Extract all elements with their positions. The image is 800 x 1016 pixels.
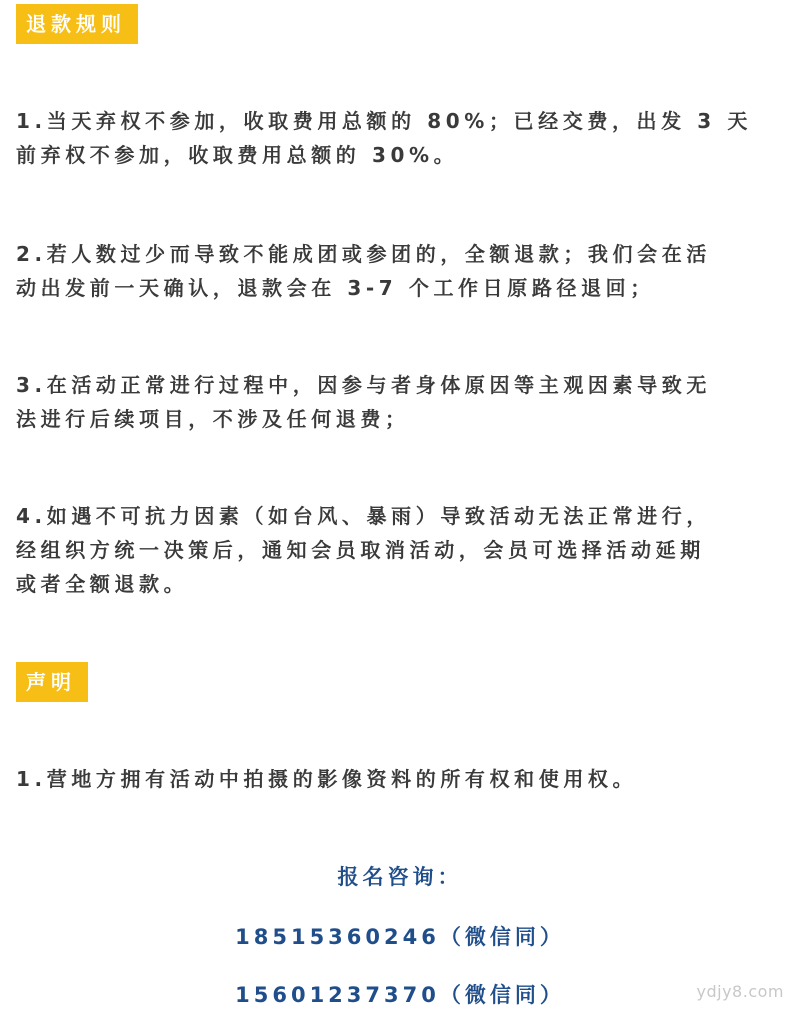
- contact-phone-1: 18515360246（微信同）: [235, 925, 565, 949]
- refund-rule-3: 3.在活动正常进行过程中，因参与者身体原因等主观因素导致无 法进行后续项目，不涉及任何退费；: [16, 373, 711, 431]
- contact-label: 报名咨询：: [337, 865, 463, 889]
- refund-rule-4: 4.如遇不可抗力因素（如台风、暴雨）导致活动无法正常进行， 经组织方统一决策后，通知会员取消活动，会员可选择活动延期 或者全额退款。: [16, 504, 711, 596]
- refund-rules-heading: 退款规则: [16, 4, 138, 44]
- statement-item-1: 1.营地方拥有活动中拍摄的影像资料的所有权和使用权。: [16, 767, 638, 791]
- statement-heading: 声明: [16, 662, 88, 702]
- refund-rule-2: 2.若人数过少而导致不能成团或参团的，全额退款；我们会在活 动出发前一天确认，退款会在 3-7 个工作日原路径退回；: [16, 242, 711, 300]
- refund-rule-1: 1.当天弃权不参加，收取费用总额的 80%；已经交费，出发 3 天 前弃权不参加，收取费用总额的 30%。: [16, 109, 752, 167]
- contact-phone-2: 15601237370（微信同）: [235, 983, 565, 1007]
- watermark: ydjy8.com: [696, 982, 784, 1001]
